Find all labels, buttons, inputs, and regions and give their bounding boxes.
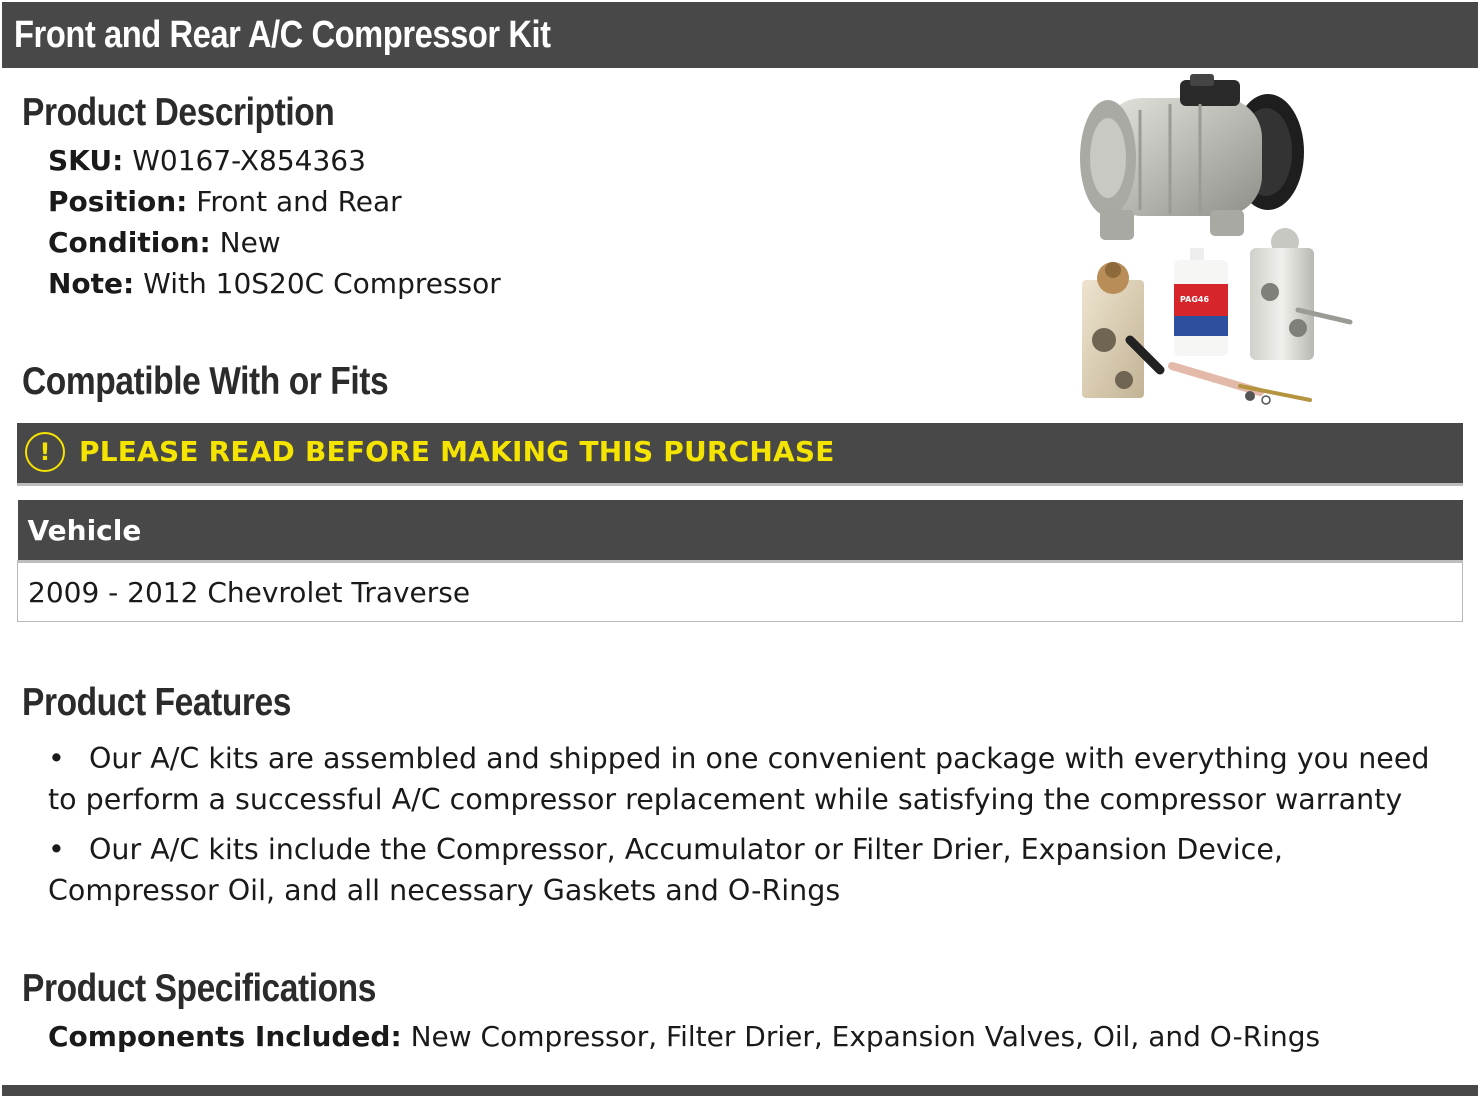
product-description-list [48,140,501,304]
table-row [18,562,1463,622]
spec-condition: Condition: New [48,226,281,259]
o-rings-graphic [1172,366,1310,404]
vehicle-table [17,500,1463,622]
warning-text: PLEASE READ BEFORE MAKING THIS PURCHASE [79,435,835,468]
bullet-icon: • [48,742,65,775]
expansion-valve-left-graphic [1082,262,1160,398]
expansion-valve-right-graphic [1250,228,1350,360]
features-list [48,738,1453,920]
bottom-divider [2,1085,1478,1096]
oil-bottle-label: PAG46 [1180,295,1210,304]
exclamation-circle-icon: ! [25,432,65,472]
bullet-icon: • [48,833,65,866]
product-specifications-list [48,1016,1320,1057]
list-item: • Our A/C kits include the Compressor, Accumulator or Filter Drier, Expansion Device, Compressor Oil, and all necessary Gaskets and O-Rings [48,829,1453,911]
spec-note: Note: With 10S20C Compressor [48,267,501,300]
vehicle-cell: 2009 - 2012 Chevrolet Traverse [18,562,1463,622]
product-specifications-heading: Product Specifications [22,967,376,1010]
compressor-graphic [1080,74,1304,240]
product-description-heading: Product Description [22,91,335,134]
spec-sku: SKU: W0167-X854363 [48,144,366,177]
spec-position: Position: Front and Rear [48,185,402,218]
spec-components-included: Components Included: New Compressor, Filter Drier, Expansion Valves, Oil, and O-Rings [48,1020,1321,1053]
vehicle-column-header: Vehicle [18,500,1463,562]
product-features-heading: Product Features [22,681,291,724]
compatible-heading: Compatible With or Fits [22,360,389,403]
list-item: • Our A/C kits are assembled and shipped in one convenient package with everything you need to perform a successful A/C compressor replacement while satisfying the compressor warranty [48,738,1453,820]
title-bar [2,2,1478,68]
purchase-warning-banner [17,423,1463,486]
page-title: Front and Rear A/C Compressor Kit [14,14,551,56]
product-image [1060,70,1360,410]
oil-bottle-graphic [1174,248,1228,356]
